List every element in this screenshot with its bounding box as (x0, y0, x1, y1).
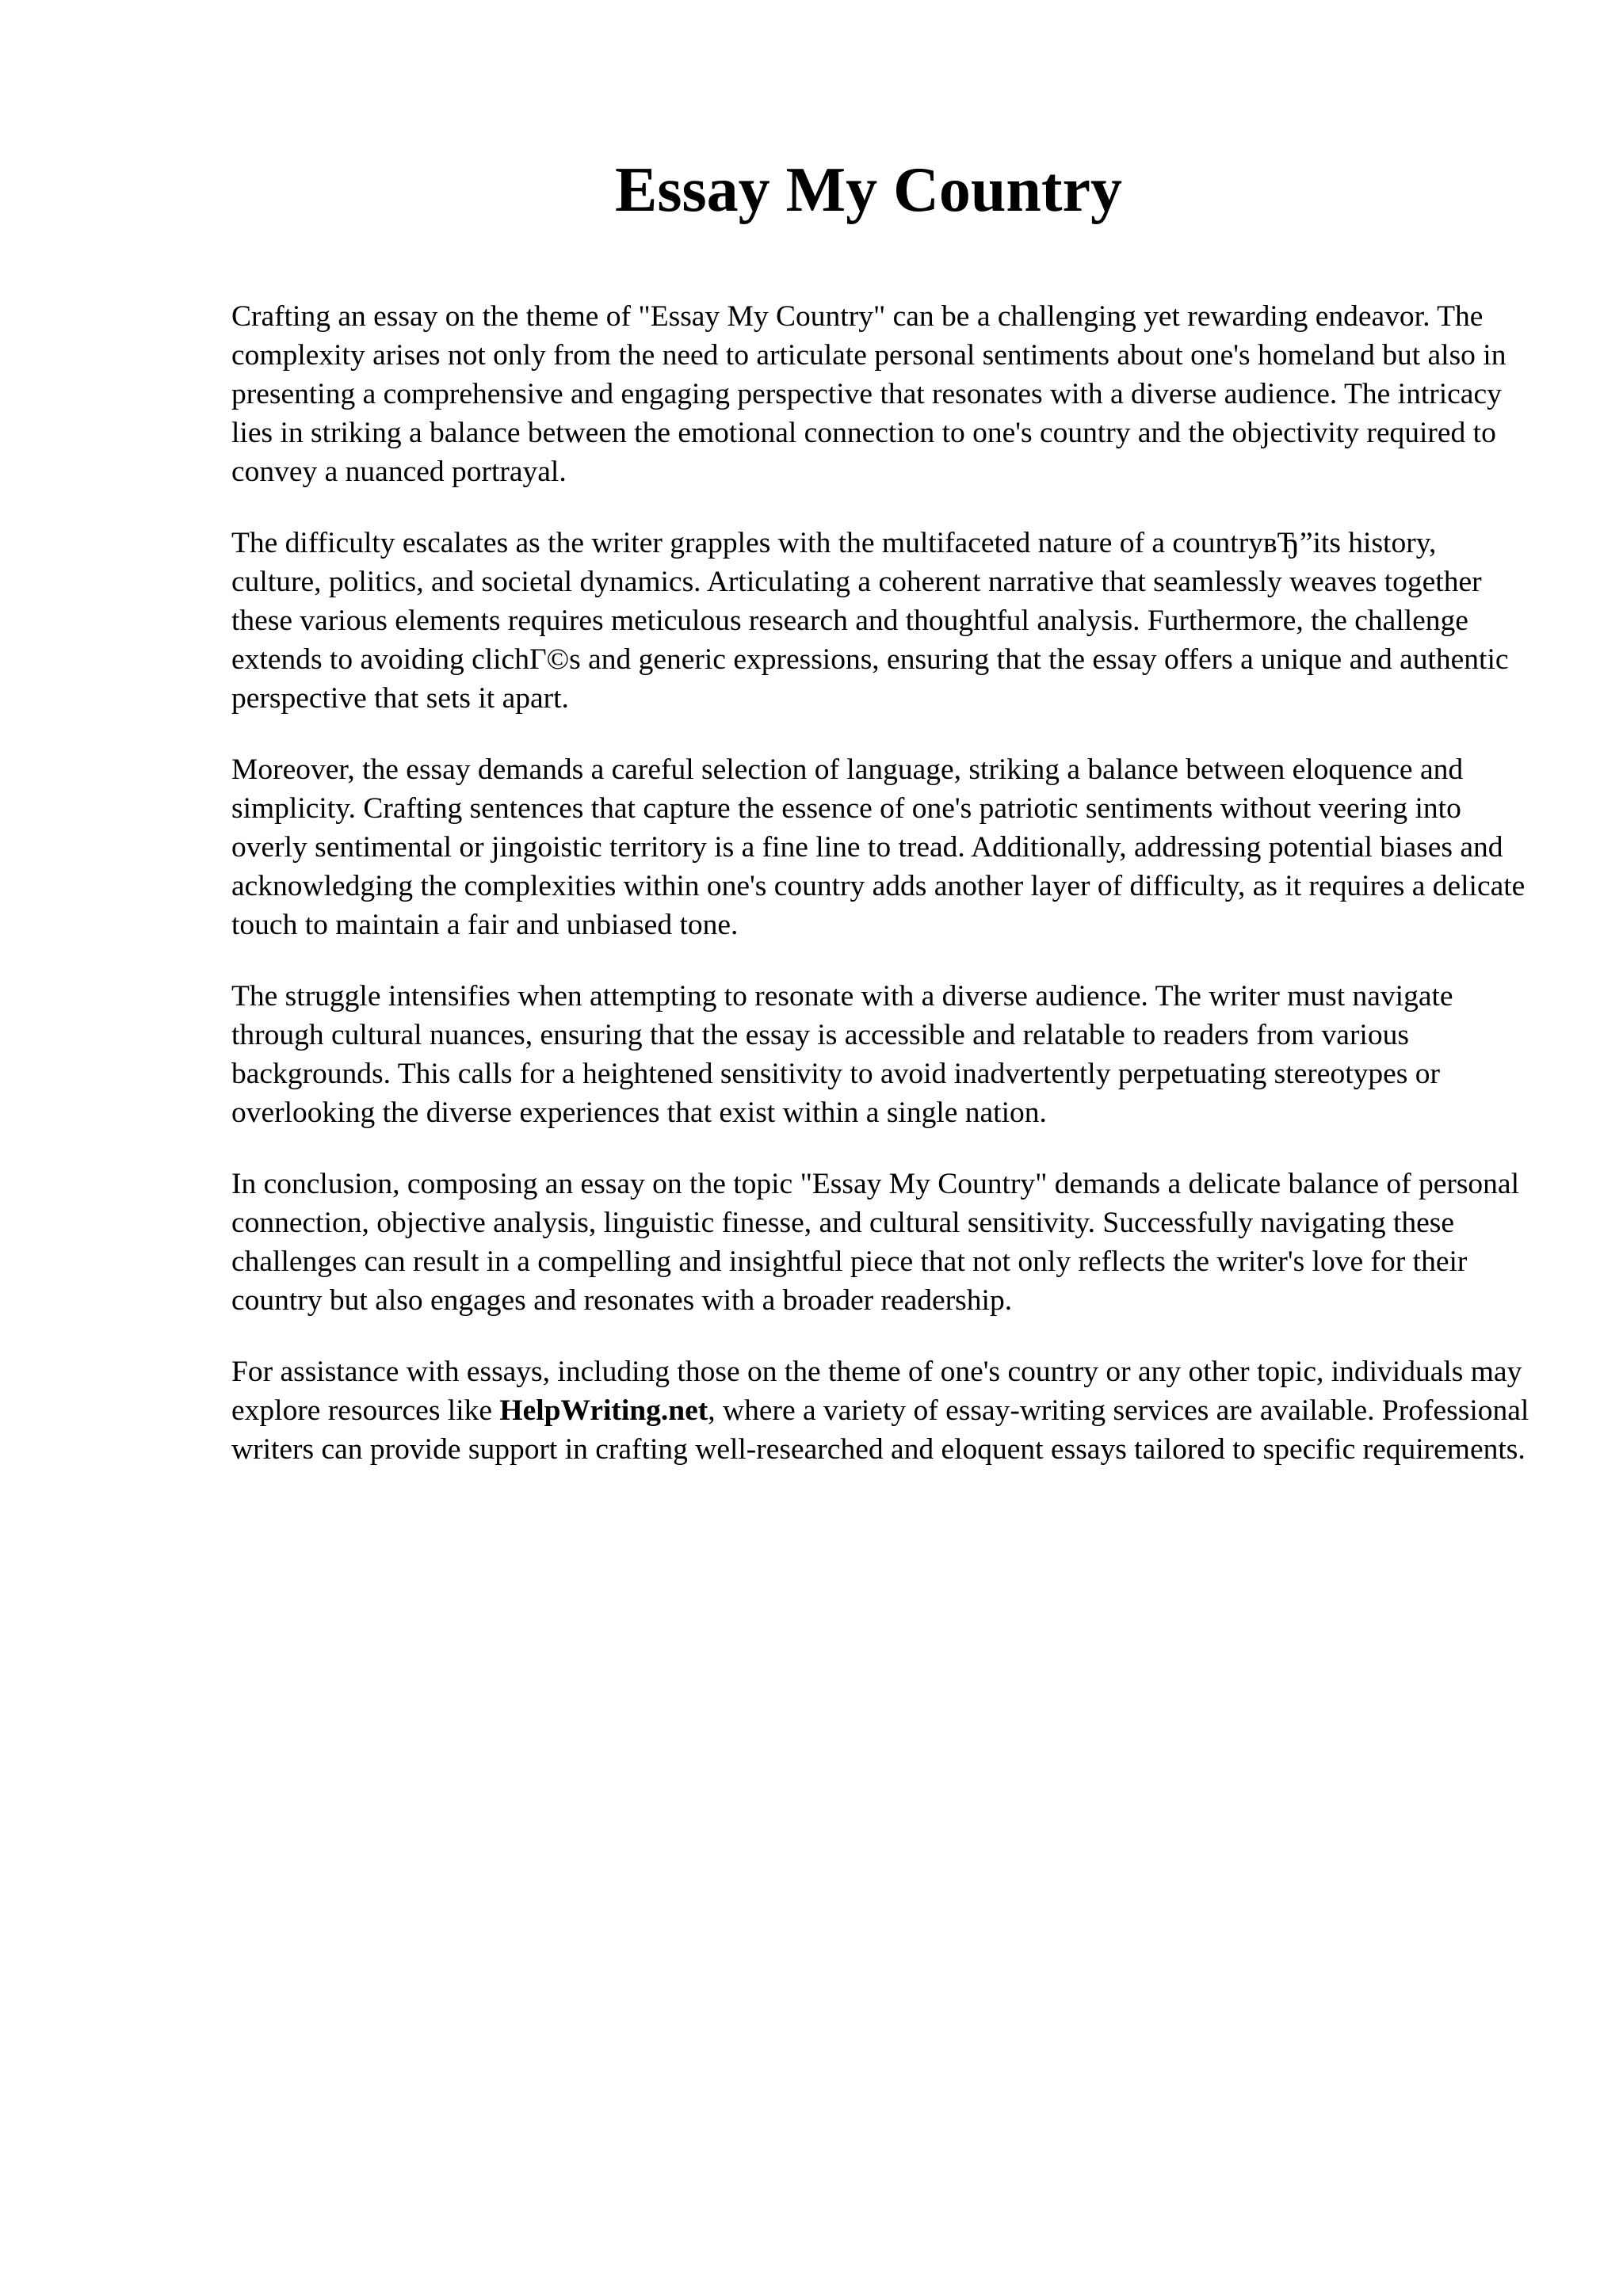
paragraph-4: The struggle intensifies when attempting to resonate with a diverse audience. The writer must navigate through cultural nuances, ensuring that the essay is accessible and relatable to readers from various backgrounds. This calls for a heightened sensitivity to avoid inadvertently perpetuating stereotypes or overlooking the diverse experiences that exist within a single nation. (231, 980, 1453, 1129)
closing-text-end: , where a variety of essay-writing services are available. Professional writers can provide support in crafting well-researched and eloquent essays tailored to specific requirements. (231, 1394, 1529, 1466)
essay-body (231, 297, 1531, 1501)
paragraph-2: The difficulty escalates as the writer grapples with the multifaceted nature of a countryвЂ”its history, culture, politics, and societal dynamics. Articulating a coherent narrative that seamlessly weaves together these various elements requires meticulous research and thoughtful analysis. Furthermore, the challenge extends to avoiding clichГ©s and generic expressions, ensuring that the essay offers a unique and authentic perspective that sets it apart. (231, 527, 1509, 715)
paragraph-3: Moreover, the essay demands a careful selection of language, striking a balance between eloquence and simplicity. Crafting sentences that capture the essence of one's patriotic sentiments without veering into overly sentimental or jingoistic territory is a fine line to tread. Additionally, addressing potential biases and acknowledging the complexities within one's country adds another layer of difficulty, as it requires a delicate touch to maintain a fair and unbiased tone. (231, 753, 1526, 941)
paragraph-5: In conclusion, composing an essay on the topic "Essay My Country" demands a delicate balance of personal connection, objective analysis, linguistic finesse, and cultural sensitivity. Successfully navigating these challenges can result in a compelling and insightful piece that not only reflects the writer's love for their country but also engages and resonates with a broader readership. (231, 1168, 1519, 1317)
paragraph-1: Crafting an essay on the theme of "Essay My Country" can be a challenging yet rewarding endeavor. The complexity arises not only from the need to articulate personal sentiments about one's homeland but also in presenting a comprehensive and engaging perspective that resonates with a diverse audience. The intricacy lies in striking a balance between the emotional connection to one's country and the objectivity required to convey a nuanced portrayal. (231, 300, 1507, 488)
paragraph-closing (231, 1352, 1531, 1469)
closing-text-start: For assistance with essays, including those on the theme of one's country or any other topic, individuals may explore resources like (231, 1356, 1522, 1427)
helpwriting-link[interactable]: HelpWriting.net (499, 1394, 708, 1427)
page-title: Essay My Country (614, 155, 1123, 225)
